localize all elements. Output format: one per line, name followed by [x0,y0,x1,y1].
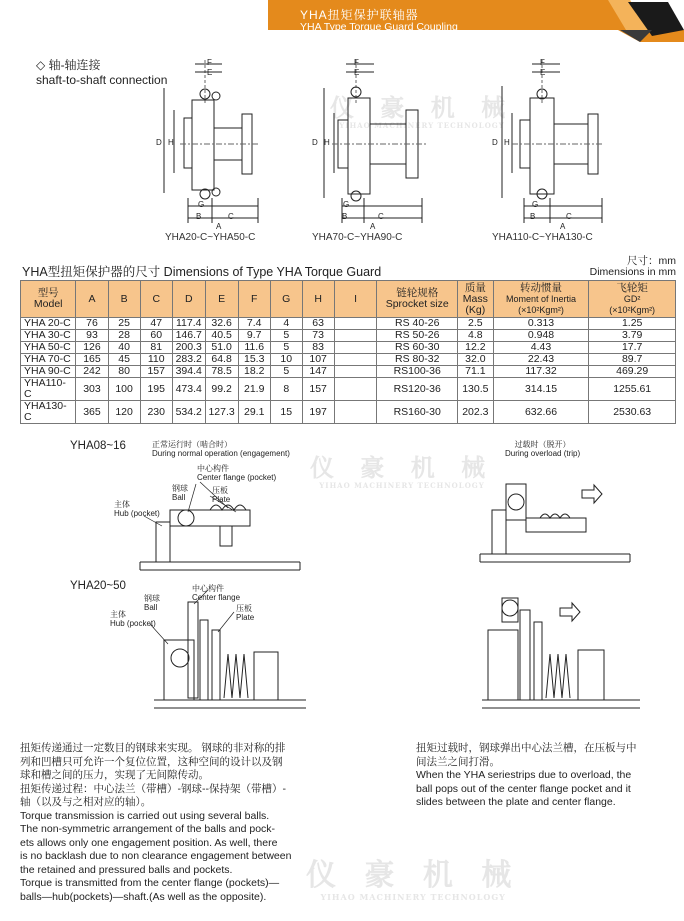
desc-left-en: Torque transmission is carried out using several balls. The non-symmetric arrangement of the balls and pock- ets allows only one engagement position. As well, there is no backlash due to non clearance engagement between the retained and pressured balls and pockets. Torque is transmitted from the center flange (pockets)— balls—hub(pockets)—shaft.(As well as the opposite). [20,809,292,903]
dim-H-2: H [324,138,330,147]
dim-A-2: A [370,222,376,231]
desc-right-en: When the YHA seriestrips due to overload, the ball pops out of the center flange pocket and it slides between the plate and center flange. [416,769,632,808]
dim-B-1: B [196,212,202,221]
cell-model: YHA130-C [21,401,76,424]
cell-gd: 89.7 [589,354,676,366]
cell-G: 5 [270,330,302,342]
description-right [416,742,666,810]
cell-A: 165 [76,354,108,366]
cell-I [334,366,377,378]
dim-E-3: E [540,68,546,77]
cell-gd: 1255.61 [589,378,676,401]
coupling-drawing-medium [312,58,432,228]
cell-mass: 2.5 [458,318,494,330]
table-row [21,354,676,366]
watermark-top: 仪 豪 机 械 YIHAO MACHINERY TECHNOLOGY [330,93,515,130]
cell-E: 64.8 [205,354,238,366]
cell-gd: 2530.63 [589,401,676,424]
cell-D: 394.4 [172,366,205,378]
table-header-row [21,281,676,318]
normal-operation-diagram-2 [150,590,310,725]
cell-F: 21.9 [238,378,270,401]
th-mass: 质量 Mass (Kg) [458,281,494,318]
cell-C: 110 [140,354,172,366]
center-flange-label-1: 中心构件 Center flange (pocket) [197,464,277,482]
cell-inertia: 117.32 [493,366,589,378]
dim-F-2: F [354,58,359,67]
cell-inertia: 314.15 [493,378,589,401]
table-row [21,318,676,330]
cell-mass: 71.1 [458,366,494,378]
center-flange-label-2: 中心构件 Center flange [192,584,241,602]
cell-inertia: 0.313 [493,318,589,330]
cell-sprocket: RS 40-26 [377,318,458,330]
th-F: F [238,281,270,318]
cell-D: 146.7 [172,330,205,342]
cell-B: 25 [108,318,140,330]
cell-F: 15.3 [238,354,270,366]
cell-gd: 1.25 [589,318,676,330]
dim-H-1: H [168,138,174,147]
cell-gd: 17.7 [589,342,676,354]
table-row [21,378,676,401]
overload-label: 过载时（脱开） During overload (trip) [505,440,581,458]
cell-E: 78.5 [205,366,238,378]
normal-operation-label: 正常运行时（啮合时） During normal operation (engagement) [152,440,290,458]
th-H: H [302,281,334,318]
desc-left-zh: 扭矩传递通过一定数目的钢球来实现。 钢球的非对称的排 列和凹槽只可允许一个复位位置，这种空间的设计以及钢 球和槽之间的压力，实现了无间隙传动。 扭矩传递过程：中心法兰（带槽）-钢球--保持架（带槽）- 轴（以及与之相对应的轴）。 [20,742,286,808]
th-model: 型号 Model [21,281,76,318]
cell-A: 242 [76,366,108,378]
unit-en: Dimensions in mm [589,266,676,278]
th-E: E [205,281,238,318]
cell-sprocket: RS 50-26 [377,330,458,342]
table-row [21,342,676,354]
hub-label-1: 主体 Hub (pocket) [114,500,160,518]
cell-A: 303 [76,378,108,401]
cell-E: 127.3 [205,401,238,424]
dim-C-3: C [566,212,572,221]
overload-diagram-2 [480,590,650,725]
cell-A: 126 [76,342,108,354]
cell-model: YHA110-C [21,378,76,401]
ball-label-2: 钢球 Ball [144,594,160,612]
dim-B-3: B [530,212,536,221]
cell-I [334,378,377,401]
cell-mass: 12.2 [458,342,494,354]
ball-label-1: 钢球 Ball [172,484,188,502]
hub-label-2: 主体 Hub (pocket) [110,610,156,628]
cell-gd: 469.29 [589,366,676,378]
unit-zh: 尺寸：mm [627,255,676,267]
dim-H-3: H [504,138,510,147]
cell-C: 47 [140,318,172,330]
cell-I [334,342,377,354]
cell-H: 83 [302,342,334,354]
cell-mass: 32.0 [458,354,494,366]
cell-I [334,318,377,330]
cell-H: 157 [302,378,334,401]
header-title-zh: YHA扭矩保护联轴器 [300,8,419,22]
overload-diagram-1 [470,470,640,580]
cell-model: YHA 20-C [21,318,76,330]
cell-G: 15 [270,401,302,424]
th-B: B [108,281,140,318]
cell-H: 107 [302,354,334,366]
intro-en: shaft-to-shaft connection [36,73,168,87]
cell-C: 60 [140,330,172,342]
th-G: G [270,281,302,318]
dim-G-1: G [198,200,205,209]
cell-sprocket: RS120-36 [377,378,458,401]
cell-H: 147 [302,366,334,378]
cell-model: YHA 50-C [21,342,76,354]
cell-D: 534.2 [172,401,205,424]
cell-F: 11.6 [238,342,270,354]
cell-inertia: 632.66 [493,401,589,424]
cell-sprocket: RS160-30 [377,401,458,424]
plate-label-1: 压板 Plate [212,486,231,504]
th-A: A [76,281,108,318]
cell-model: YHA 90-C [21,366,76,378]
watermark-bottom: 仪 豪 机 械 YIHAO MACHINERY TECHNOLOGY [306,858,521,902]
dim-D-2: D [312,138,318,147]
cell-I [334,401,377,424]
cell-B: 100 [108,378,140,401]
dim-G-3: G [532,200,539,209]
cell-C: 230 [140,401,172,424]
cell-model: YHA 30-C [21,330,76,342]
cell-sprocket: RS 60-30 [377,342,458,354]
cell-D: 283.2 [172,354,205,366]
cell-D: 473.4 [172,378,205,401]
cell-mass: 202.3 [458,401,494,424]
cell-F: 18.2 [238,366,270,378]
cell-E: 99.2 [205,378,238,401]
cell-A: 365 [76,401,108,424]
header-banner [268,0,684,42]
table-row [21,401,676,424]
dim-F-3: F [540,58,545,67]
drawing-caption-2: YHA70-C~YHA90-C [312,232,403,243]
cell-I [334,354,377,366]
cell-D: 200.3 [172,342,205,354]
cell-gd: 3.79 [589,330,676,342]
cell-H: 197 [302,401,334,424]
dim-G-2: G [343,200,350,209]
intro-text [36,58,167,88]
intro-zh: ◇ 轴-轴连接 [36,58,101,72]
dim-E-2: E [354,68,360,77]
dim-E-1: E [207,68,213,77]
cell-A: 76 [76,318,108,330]
cell-inertia: 4.43 [493,342,589,354]
th-D: D [172,281,205,318]
unit-label [590,256,676,278]
desc-right-zh: 扭矩过载时，钢球弹出中心法兰槽，在压板与中 间法兰之间打滑。 [416,742,637,768]
watermark-middle: 仪 豪 机 械 YIHAO MACHINERY TECHNOLOGY [310,453,495,490]
dim-D-1: D [156,138,162,147]
cell-inertia: 22.43 [493,354,589,366]
cell-F: 29.1 [238,401,270,424]
dim-C-1: C [228,212,234,221]
cell-H: 73 [302,330,334,342]
dim-A-3: A [560,222,566,231]
yha08-label: YHA08~16 [70,440,126,452]
drawing-caption-3: YHA110-C~YHA130-C [492,232,593,243]
cell-B: 45 [108,354,140,366]
dimension-table [20,280,676,424]
cell-mass: 130.5 [458,378,494,401]
table-row [21,366,676,378]
cell-G: 5 [270,366,302,378]
cell-G: 8 [270,378,302,401]
th-C: C [140,281,172,318]
cell-H: 63 [302,318,334,330]
plate-label-2: 压板 Plate [236,604,255,622]
cell-model: YHA 70-C [21,354,76,366]
cell-G: 10 [270,354,302,366]
cell-sprocket: RS 80-32 [377,354,458,366]
cell-A: 93 [76,330,108,342]
dim-C-2: C [378,212,384,221]
description-left [20,742,320,904]
cell-F: 7.4 [238,318,270,330]
dim-F-1: F [207,58,212,67]
dim-D-3: D [492,138,498,147]
th-gd: 飞轮矩 GD² (×10²Kgm²) [589,281,676,318]
cell-B: 120 [108,401,140,424]
cell-C: 195 [140,378,172,401]
cell-E: 40.5 [205,330,238,342]
cell-B: 80 [108,366,140,378]
th-sprocket: 链轮规格 Sprocket size [377,281,458,318]
dim-A-1: A [216,222,222,231]
header-title-en: YHA Type Torque Guard Coupling [300,21,458,33]
table-title: YHA型扭矩保护器的尺寸 Dimensions of Type YHA Torque Guard [22,265,382,279]
cell-E: 32.6 [205,318,238,330]
cell-C: 157 [140,366,172,378]
cell-B: 28 [108,330,140,342]
th-I: I [334,281,377,318]
cell-D: 117.4 [172,318,205,330]
yha20-label: YHA20~50 [70,580,126,592]
th-inertia: 转动惯量 Moment of Inertia (×10²Kgm²) [493,281,589,318]
cell-B: 40 [108,342,140,354]
cell-C: 81 [140,342,172,354]
drawing-caption-1: YHA20-C~YHA50-C [165,232,256,243]
cell-G: 5 [270,342,302,354]
table-row [21,330,676,342]
cell-inertia: 0.948 [493,330,589,342]
cell-sprocket: RS100-36 [377,366,458,378]
dim-B-2: B [342,212,348,221]
cell-G: 4 [270,318,302,330]
cell-mass: 4.8 [458,330,494,342]
cell-E: 51.0 [205,342,238,354]
cell-F: 9.7 [238,330,270,342]
cell-I [334,330,377,342]
